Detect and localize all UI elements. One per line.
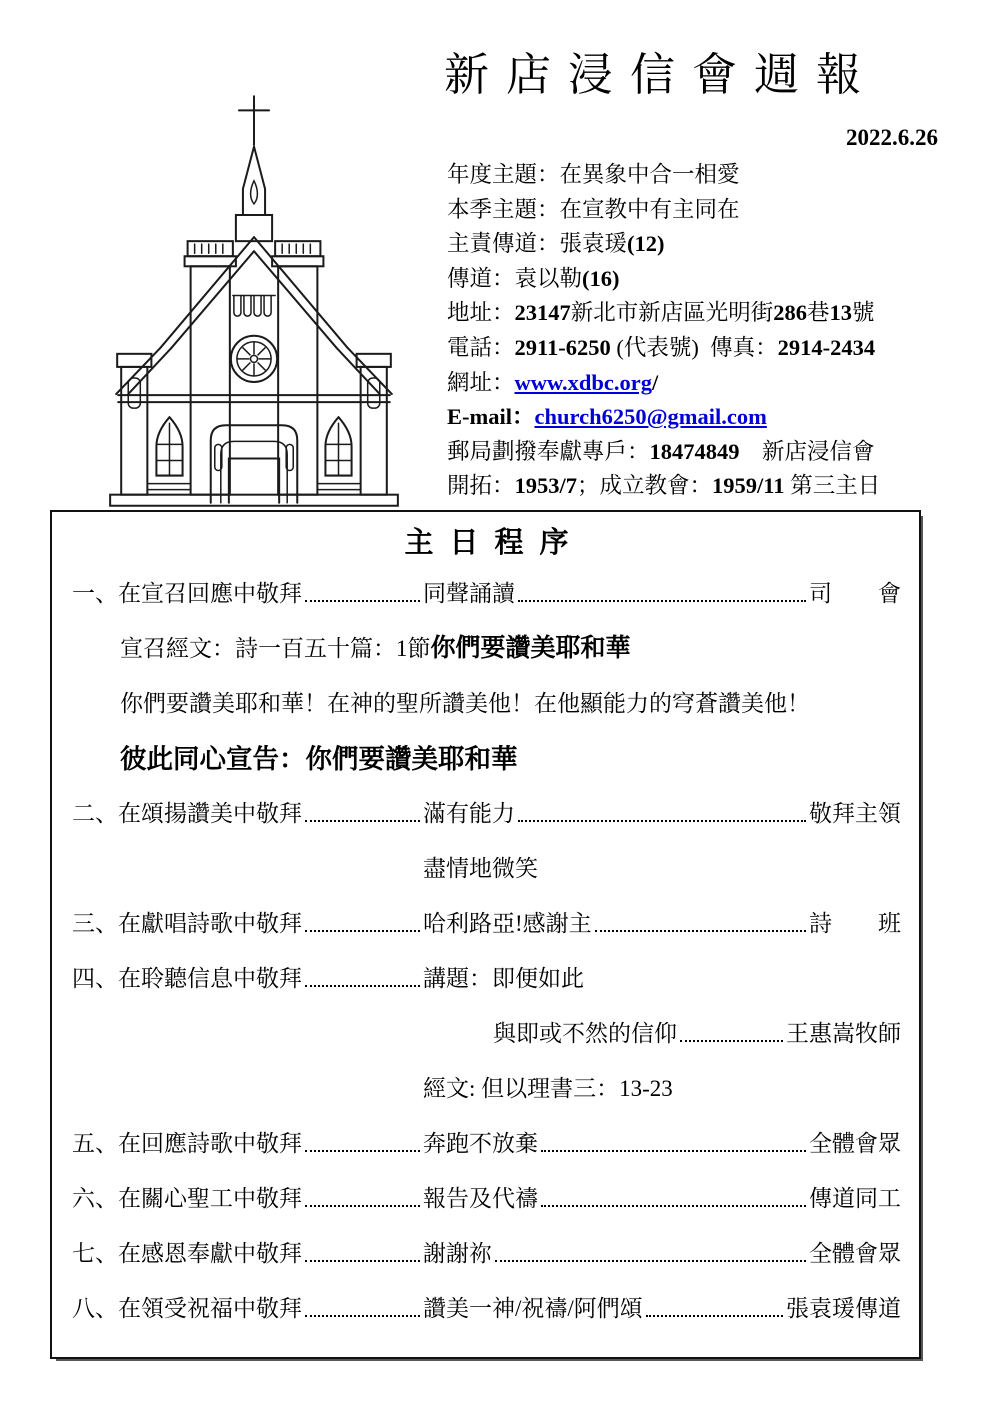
program-row-4 bbox=[72, 965, 901, 993]
program-item-content: 奔跑不放棄 bbox=[423, 1131, 538, 1156]
dot-leader bbox=[305, 1260, 420, 1262]
dot-leader bbox=[518, 600, 806, 602]
program-item-performer: 全體會眾 bbox=[809, 1131, 901, 1156]
program-row-5 bbox=[72, 1130, 901, 1158]
sermon-subtitle: 與即或不然的信仰 bbox=[493, 1021, 677, 1046]
program-item-performer: 司 會 bbox=[809, 581, 901, 606]
program-item-content: 同聲誦讀 bbox=[423, 581, 515, 606]
program-item-content: 謝謝祢 bbox=[423, 1241, 492, 1266]
program-row-scripture-text bbox=[72, 690, 901, 718]
program-title: 主日程序 bbox=[404, 527, 585, 559]
dot-leader bbox=[305, 1315, 420, 1317]
issue-date: 2022.6.26 bbox=[846, 125, 938, 150]
info-line-season-theme: 本季主題：在宣教中有主同在 bbox=[447, 196, 740, 222]
program-item-performer: 全體會眾 bbox=[809, 1241, 901, 1266]
website-link[interactable]: www.xdbc.org bbox=[514, 369, 653, 395]
info-line-email: E-mail：church6250@gmail.com bbox=[447, 404, 767, 430]
church-info-block bbox=[447, 158, 967, 504]
program-row-7 bbox=[72, 1240, 901, 1268]
info-line-minister: 傳道：袁以勒(16) bbox=[447, 265, 620, 291]
program-row-8 bbox=[72, 1295, 901, 1323]
program-item-content: 報告及代禱 bbox=[423, 1186, 538, 1211]
song-title: 盡情地微笑 bbox=[423, 856, 538, 881]
program-item-label: 七、在感恩奉獻中敬拜 bbox=[72, 1241, 302, 1266]
info-line-lead-minister: 主責傳道：張袁瑗(12) bbox=[447, 231, 665, 257]
church-line-art-illustration bbox=[88, 90, 420, 508]
program-item-performer: 詩 班 bbox=[809, 911, 901, 936]
sermon-scripture: 經文: 但以理書三：13-23 bbox=[423, 1076, 673, 1101]
dot-leader bbox=[305, 1205, 420, 1207]
proclamation-text: 彼此同心宣告：你們要讚美耶和華 bbox=[120, 744, 518, 774]
program-item-performer: 傳道同工 bbox=[809, 1186, 901, 1211]
program-row-call-scripture bbox=[72, 635, 901, 663]
info-line-annual-theme: 年度主題：在異象中合一相愛 bbox=[447, 162, 740, 187]
program-item-content: 哈利路亞!感謝主 bbox=[423, 911, 592, 936]
dot-leader bbox=[595, 930, 806, 932]
program-row-1 bbox=[72, 580, 901, 608]
program-item-label: 四、在聆聽信息中敬拜 bbox=[72, 966, 302, 991]
church-icon bbox=[88, 90, 420, 508]
dot-leader bbox=[680, 1040, 783, 1042]
program-item-label: 八、在領受祝福中敬拜 bbox=[72, 1296, 302, 1321]
dot-leader bbox=[305, 985, 420, 987]
program-item-content: 讚美一神/祝禱/阿們頌 bbox=[423, 1296, 643, 1321]
dot-leader bbox=[495, 1260, 806, 1262]
sunday-service-program-box bbox=[50, 510, 921, 1359]
program-item-label: 六、在關心聖工中敬拜 bbox=[72, 1186, 302, 1211]
dot-leader bbox=[541, 1150, 806, 1152]
program-row-sermon-subtitle bbox=[72, 1020, 901, 1048]
program-row-song-2 bbox=[72, 855, 901, 883]
program-row-proclamation bbox=[72, 745, 901, 773]
info-line-founded: 開拓：1953/7；成立教會：1959/11 第三主日 bbox=[447, 473, 881, 499]
program-item-label: 三、在獻唱詩歌中敬拜 bbox=[72, 911, 302, 936]
sermon-title: 講題：即便如此 bbox=[423, 966, 584, 991]
program-item-label: 五、在回應詩歌中敬拜 bbox=[72, 1131, 302, 1156]
program-row-2 bbox=[72, 800, 901, 828]
program-item-performer: 敬拜主領 bbox=[809, 801, 901, 826]
page-title: 新店浸信會週報 bbox=[444, 50, 879, 100]
info-line-address: 地址：23147新北市新店區光明街286巷13號 bbox=[447, 300, 875, 326]
program-row-3 bbox=[72, 910, 901, 938]
program-item-label: 一、在宣召回應中敬拜 bbox=[72, 581, 302, 606]
dot-leader bbox=[305, 930, 420, 932]
program-item-label: 二、在頌揚讚美中敬拜 bbox=[72, 801, 302, 826]
dot-leader bbox=[305, 600, 420, 602]
info-line-phone-fax: 電話：2911-6250 (代表號) 傳真：2914-2434 bbox=[447, 334, 876, 360]
dot-leader bbox=[541, 1205, 806, 1207]
dot-leader bbox=[305, 820, 420, 822]
dot-leader bbox=[646, 1315, 783, 1317]
info-line-postal-account: 郵局劃撥奉獻專戶：18474849 新店浸信會 bbox=[447, 438, 875, 464]
scripture-reference: 宣召經文：詩一百五十篇：1節你們要讚美耶和華 bbox=[120, 635, 631, 662]
preacher-name: 王惠嵩牧師 bbox=[786, 1021, 901, 1046]
email-link[interactable]: church6250@gmail.com bbox=[534, 404, 767, 430]
dot-leader bbox=[305, 1150, 420, 1152]
program-row-6 bbox=[72, 1185, 901, 1213]
scripture-text: 你們要讚美耶和華！在神的聖所讚美他！在他顯能力的穹蒼讚美他！ bbox=[120, 691, 810, 716]
info-line-website: 網址：www.xdbc.org/ bbox=[447, 369, 659, 395]
program-item-content: 滿有能力 bbox=[423, 801, 515, 826]
program-item-performer: 張袁瑗傳道 bbox=[786, 1296, 901, 1321]
dot-leader bbox=[518, 820, 806, 822]
program-row-sermon-scripture bbox=[72, 1075, 901, 1103]
